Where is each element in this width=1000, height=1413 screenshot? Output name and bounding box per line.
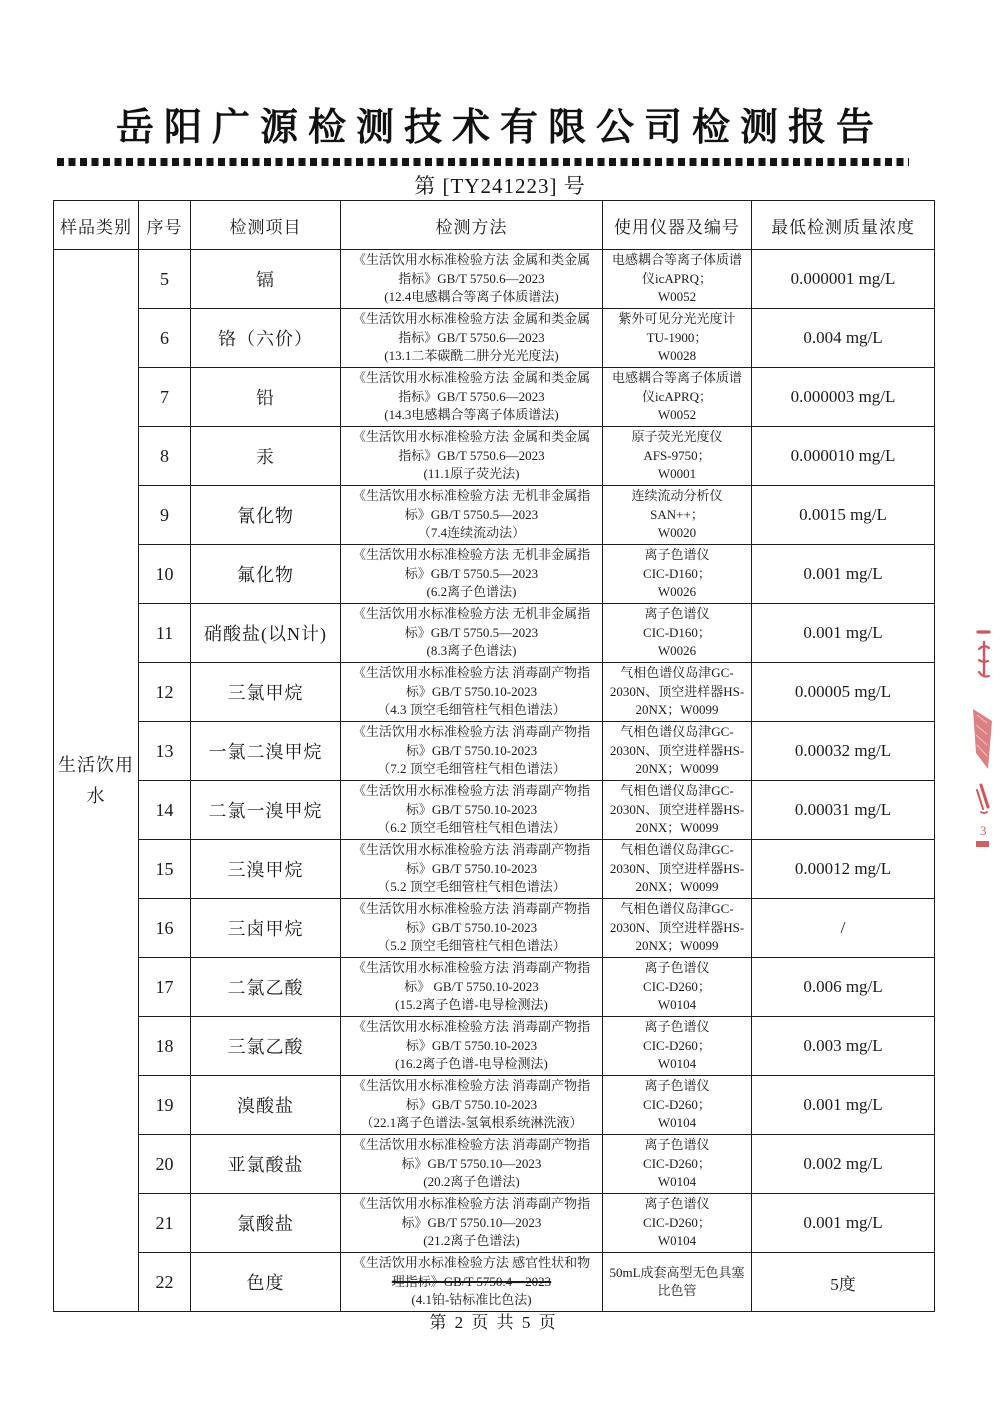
cell-line: 2030N、顶空进样器HS- — [609, 683, 745, 699]
table-row — [54, 722, 935, 781]
cell-line: 标》GB/T 5750.10-2023 — [405, 801, 538, 817]
mdl-cell: 0.000003 mg/L — [752, 368, 935, 427]
cell-line: 指标》GB/T 5750.6—2023 — [398, 270, 545, 286]
test-method-cell — [341, 368, 603, 427]
cell-line: 气相色谱仪岛津GC- — [620, 842, 734, 858]
instrument-cell — [603, 1017, 752, 1076]
cell-line: 指标》GB/T 5750.6—2023 — [398, 388, 545, 404]
instrument-cell — [603, 250, 752, 309]
cell-line: W0026 — [657, 643, 697, 659]
test-item-cell: 氰化物 — [191, 486, 341, 545]
cell-line: TU-1900； — [646, 329, 708, 345]
table-row — [54, 1194, 935, 1253]
cell-line: 仪icAPRQ； — [641, 388, 713, 404]
table-row — [54, 1076, 935, 1135]
test-method-cell — [341, 899, 603, 958]
cell-line: 离子色谱仪 — [644, 1078, 710, 1094]
cell-line: 标》GB/T 5750.10-2023 — [405, 742, 538, 758]
cell-line: CIC-D260； — [643, 1037, 711, 1053]
table-row — [54, 604, 935, 663]
serial-no-cell: 20 — [139, 1135, 191, 1194]
cell-line: 离子色谱仪 — [644, 1196, 710, 1212]
cell-line: 气相色谱仪岛津GC- — [620, 724, 734, 740]
test-item-cell: 三氯乙酸 — [191, 1017, 341, 1076]
test-item-cell: 三溴甲烷 — [191, 840, 341, 899]
table-row — [54, 309, 935, 368]
instrument-cell — [603, 309, 752, 368]
instrument-cell — [603, 781, 752, 840]
cell-line: (6.2离子色谱法) — [426, 584, 517, 600]
cell-line: 《生活饮用水标准检验方法 消毒副产物指 — [352, 1196, 591, 1212]
mdl-cell: 0.001 mg/L — [752, 545, 935, 604]
cell-line: 紫外可见分光光度计 — [618, 311, 736, 327]
mdl-cell: 0.00005 mg/L — [752, 663, 935, 722]
test-method-cell — [341, 1135, 603, 1194]
serial-no-cell: 17 — [139, 958, 191, 1017]
cell-line: (13.1二苯碳酰二肼分光光度法) — [384, 348, 559, 364]
serial-no-cell: 22 — [139, 1253, 191, 1312]
sample-category-cell: 生活饮用水 — [54, 250, 139, 1312]
test-item-cell: 三氯甲烷 — [191, 663, 341, 722]
cell-line: 原子荧光光度仪 — [631, 429, 723, 445]
cell-line: 《生活饮用水标准检验方法 金属和类金属 — [352, 311, 591, 327]
test-method-cell — [341, 840, 603, 899]
cell-line: (4.1铂-钴标准比色法) — [411, 1292, 532, 1308]
table-row — [54, 486, 935, 545]
cell-line: 标》GB/T 5750.5—2023 — [404, 624, 539, 640]
cell-line: CIC-D260； — [643, 978, 711, 994]
cell-line: W0104 — [657, 1233, 697, 1249]
cell-line: （22.1离子色谱法-氢氧根系统淋洗液） — [360, 1115, 583, 1131]
column-header-mdl: 最低检测质量浓度 — [752, 201, 935, 250]
instrument-cell — [603, 899, 752, 958]
cell-line: (11.1原子荧光法) — [423, 466, 520, 482]
test-item-cell: 氯酸盐 — [191, 1194, 341, 1253]
cell-line: 《生活饮用水标准检验方法 无机非金属指 — [352, 488, 591, 504]
cell-line: 《生活饮用水标准检验方法 金属和类金属 — [352, 252, 591, 268]
cell-line: 2030N、顶空进样器HS- — [609, 801, 745, 817]
mdl-cell: 0.001 mg/L — [752, 604, 935, 663]
serial-no-cell: 21 — [139, 1194, 191, 1253]
table-row — [54, 1017, 935, 1076]
cell-line: W0052 — [657, 289, 697, 305]
mdl-cell: 0.003 mg/L — [752, 1017, 935, 1076]
report-number: 第 [TY241223] 号 — [414, 174, 586, 198]
cell-line: 20NX；W0099 — [635, 820, 719, 836]
cell-line: CIC-D160； — [643, 624, 711, 640]
test-method-cell — [341, 604, 603, 663]
test-method-cell — [341, 486, 603, 545]
test-method-cell — [341, 781, 603, 840]
mdl-cell: 0.002 mg/L — [752, 1135, 935, 1194]
test-item-cell: 二氯一溴甲烷 — [191, 781, 341, 840]
mdl-cell: 0.006 mg/L — [752, 958, 935, 1017]
cell-line: 指标》GB/T 5750.6—2023 — [398, 329, 545, 345]
table-row — [54, 427, 935, 486]
cell-line: 标》GB/T 5750.10—2023 — [401, 1155, 542, 1171]
table-row — [54, 250, 935, 309]
cell-line: 标》 GB/T 5750.10-2023 — [404, 978, 539, 994]
cell-line: (15.2离子色谱-电导检测法) — [395, 997, 548, 1013]
mdl-cell: 0.0015 mg/L — [752, 486, 935, 545]
cell-line: 20NX；W0099 — [635, 702, 719, 718]
cell-line: W0026 — [657, 584, 697, 600]
cell-line: 《生活饮用水标准检验方法 无机非金属指 — [352, 547, 591, 563]
mdl-cell: 0.000010 mg/L — [752, 427, 935, 486]
instrument-cell — [603, 604, 752, 663]
instrument-cell — [603, 1194, 752, 1253]
cell-line: 气相色谱仪岛津GC- — [620, 665, 734, 681]
test-method-cell — [341, 1017, 603, 1076]
red-seal-fragment — [948, 622, 998, 857]
cell-line: AFS-9750； — [643, 447, 711, 463]
serial-no-cell: 5 — [139, 250, 191, 309]
instrument-cell — [603, 1135, 752, 1194]
cell-line: 《生活饮用水标准检验方法 消毒副产物指 — [352, 842, 591, 858]
cell-line: （6.2 顶空毛细管柱气相色谱法） — [377, 820, 566, 836]
cell-line: 标》GB/T 5750.10-2023 — [405, 1096, 538, 1112]
table-row — [54, 545, 935, 604]
serial-no-cell: 14 — [139, 781, 191, 840]
mdl-cell: 0.00012 mg/L — [752, 840, 935, 899]
cell-line: W0104 — [657, 1115, 697, 1131]
serial-no-cell: 18 — [139, 1017, 191, 1076]
cell-line: CIC-D160； — [643, 565, 711, 581]
cell-line: 2030N、顶空进样器HS- — [609, 860, 745, 876]
cell-line: (20.2离子色谱法) — [423, 1174, 520, 1190]
cell-line: (21.2离子色谱法) — [423, 1233, 520, 1249]
table-row — [54, 958, 935, 1017]
cell-line: 气相色谱仪岛津GC- — [620, 901, 734, 917]
cell-line: 《生活饮用水标准检验方法 金属和类金属 — [352, 370, 591, 386]
mdl-cell: 0.00032 mg/L — [752, 722, 935, 781]
serial-no-cell: 15 — [139, 840, 191, 899]
test-method-cell — [341, 722, 603, 781]
cell-line: CIC-D260； — [643, 1155, 711, 1171]
cell-line: 标》GB/T 5750.5—2023 — [404, 506, 539, 522]
cell-line: 标》GB/T 5750.10—2023 — [401, 1214, 542, 1230]
cell-line: 《生活饮用水标准检验方法 消毒副产物指 — [352, 1078, 591, 1094]
cell-line: 《生活饮用水标准检验方法 消毒副产物指 — [352, 901, 591, 917]
cell-line: 《生活饮用水标准检验方法 无机非金属指 — [352, 606, 591, 622]
test-item-cell: 一氯二溴甲烷 — [191, 722, 341, 781]
cell-line: W0104 — [657, 997, 697, 1013]
test-method-cell — [341, 663, 603, 722]
svg-text:3: 3 — [980, 823, 987, 838]
test-items-table — [53, 200, 935, 1312]
serial-no-cell: 13 — [139, 722, 191, 781]
test-table-body — [54, 250, 935, 1312]
serial-no-cell: 19 — [139, 1076, 191, 1135]
serial-no-cell: 16 — [139, 899, 191, 958]
page-title: 岳阳广源检测技术有限公司检测报告 — [115, 107, 884, 149]
cell-line: W0104 — [657, 1174, 697, 1190]
instrument-cell — [603, 840, 752, 899]
cell-line: 《生活饮用水标准检验方法 金属和类金属 — [352, 429, 591, 445]
cell-line: 《生活饮用水标准检验方法 消毒副产物指 — [352, 1019, 591, 1035]
cell-line: 《生活饮用水标准检验方法 消毒副产物指 — [352, 724, 591, 740]
test-method-cell — [341, 958, 603, 1017]
cell-line: 标》GB/T 5750.10-2023 — [405, 860, 538, 876]
instrument-cell — [603, 545, 752, 604]
column-header-test-item: 检测项目 — [191, 201, 341, 250]
cell-line: 气相色谱仪岛津GC- — [620, 783, 734, 799]
column-header-test-method: 检测方法 — [341, 201, 603, 250]
instrument-cell — [603, 663, 752, 722]
cell-line: （7.2 顶空毛细管柱气相色谱法） — [377, 761, 566, 777]
cell-line: 标》GB/T 5750.10-2023 — [405, 919, 538, 935]
test-item-cell: 硝酸盐(以N计) — [191, 604, 341, 663]
mdl-cell: 0.00031 mg/L — [752, 781, 935, 840]
cell-line: 20NX；W0099 — [635, 761, 719, 777]
table-row — [54, 663, 935, 722]
serial-no-cell: 6 — [139, 309, 191, 368]
cell-line: （7.4连续流动法） — [417, 525, 526, 541]
table-row — [54, 840, 935, 899]
table-row — [54, 899, 935, 958]
cell-line: 电感耦合等离子体质谱 — [611, 370, 742, 386]
test-method-cell — [341, 1253, 603, 1312]
cell-line: 指标》GB/T 5750.6—2023 — [398, 447, 545, 463]
test-method-cell — [341, 1194, 603, 1253]
cell-line: 仪icAPRQ； — [641, 270, 713, 286]
column-header-sample-category: 样品类别 — [54, 201, 139, 250]
mdl-cell: 0.000001 mg/L — [752, 250, 935, 309]
serial-no-cell: 7 — [139, 368, 191, 427]
test-item-cell: 汞 — [191, 427, 341, 486]
cell-line: 连续流动分析仪 — [631, 488, 723, 504]
test-method-cell — [341, 309, 603, 368]
serial-no-cell: 10 — [139, 545, 191, 604]
column-header-instrument: 使用仪器及编号 — [603, 201, 752, 250]
test-item-cell: 色度 — [191, 1253, 341, 1312]
cell-line: SAN++； — [650, 506, 704, 522]
test-method-cell — [341, 545, 603, 604]
test-method-cell — [341, 427, 603, 486]
cell-line: 《生活饮用水标准检验方法 消毒副产物指 — [352, 665, 591, 681]
cell-line: 标》GB/T 5750.10-2023 — [405, 683, 538, 699]
test-item-cell: 溴酸盐 — [191, 1076, 341, 1135]
cell-line: W0020 — [657, 525, 697, 541]
cell-line: W0104 — [657, 1056, 697, 1072]
cell-line: 50mL成套高型无色具塞 — [609, 1264, 745, 1280]
cell-line: （4.3 顶空毛细管柱气相色谱法） — [377, 702, 566, 718]
test-item-cell: 三卤甲烷 — [191, 899, 341, 958]
cell-line: 标》GB/T 5750.5—2023 — [404, 565, 539, 581]
cell-line: 《生活饮用水标准检验方法 消毒副产物指 — [352, 1137, 591, 1153]
cell-line: W0001 — [657, 466, 697, 482]
instrument-cell — [603, 368, 752, 427]
instrument-cell — [603, 427, 752, 486]
cell-line: W0028 — [657, 348, 697, 364]
mdl-cell: 0.001 mg/L — [752, 1076, 935, 1135]
cell-line: (12.4电感耦合等离子体质谱法) — [384, 289, 559, 305]
instrument-cell — [603, 1253, 752, 1312]
test-method-cell — [341, 250, 603, 309]
mdl-cell: 0.001 mg/L — [752, 1194, 935, 1253]
serial-no-cell: 12 — [139, 663, 191, 722]
page-footer: 第 2 页 共 5 页 — [429, 1313, 558, 1332]
instrument-cell — [603, 486, 752, 545]
cell-line: 《生活饮用水标准检验方法 消毒副产物指 — [352, 960, 591, 976]
cell-line: CIC-D260； — [643, 1096, 711, 1112]
serial-no-cell: 11 — [139, 604, 191, 663]
table-row — [54, 368, 935, 427]
dotted-divider — [57, 158, 909, 166]
cell-line: 《生活饮用水标准检验方法 消毒副产物指 — [352, 783, 591, 799]
test-item-cell: 二氯乙酸 — [191, 958, 341, 1017]
mdl-cell: / — [752, 899, 935, 958]
cell-line: 2030N、顶空进样器HS- — [609, 919, 745, 935]
cell-line: 离子色谱仪 — [644, 606, 710, 622]
cell-line: 20NX；W0099 — [635, 938, 719, 954]
test-item-cell: 氟化物 — [191, 545, 341, 604]
cell-line: 离子色谱仪 — [644, 1137, 710, 1153]
test-item-cell: 铅 — [191, 368, 341, 427]
instrument-cell — [603, 722, 752, 781]
cell-line: 离子色谱仪 — [644, 547, 710, 563]
cell-line: 2030N、顶空进样器HS- — [609, 742, 745, 758]
serial-no-cell: 9 — [139, 486, 191, 545]
cell-line: 电感耦合等离子体质谱 — [611, 252, 742, 268]
instrument-cell — [603, 1076, 752, 1135]
serial-no-cell: 8 — [139, 427, 191, 486]
cell-line: 20NX；W0099 — [635, 879, 719, 895]
cell-line: （5.2 顶空毛细管柱气相色谱法） — [377, 938, 566, 954]
table-row — [54, 781, 935, 840]
table-row — [54, 1135, 935, 1194]
cell-line: 理指标》GB/T 5750.4—2023 — [391, 1273, 552, 1289]
cell-line: (16.2离子色谱-电导检测法) — [395, 1056, 548, 1072]
cell-line: W0052 — [657, 407, 697, 423]
cell-line: 《生活饮用水标准检验方法 感官性状和物 — [352, 1255, 591, 1271]
mdl-cell: 5度 — [752, 1253, 935, 1312]
mdl-cell: 0.004 mg/L — [752, 309, 935, 368]
test-item-cell: 亚氯酸盐 — [191, 1135, 341, 1194]
table-header — [54, 201, 935, 250]
table-row — [54, 1253, 935, 1312]
cell-line: 离子色谱仪 — [644, 1019, 710, 1035]
header-row — [54, 201, 935, 250]
cell-line: (14.3电感耦合等离子体质谱法) — [384, 407, 559, 423]
cell-line: CIC-D260； — [643, 1214, 711, 1230]
cell-line: （5.2 顶空毛细管柱气相色谱法） — [377, 879, 566, 895]
cell-line: 标》GB/T 5750.10-2023 — [405, 1037, 538, 1053]
test-item-cell: 镉 — [191, 250, 341, 309]
test-item-cell: 铬（六价） — [191, 309, 341, 368]
instrument-cell — [603, 958, 752, 1017]
column-header-serial-no: 序号 — [139, 201, 191, 250]
cell-line: (8.3离子色谱法) — [426, 643, 517, 659]
cell-line: 离子色谱仪 — [644, 960, 710, 976]
cell-line: 比色管 — [657, 1283, 697, 1298]
test-method-cell — [341, 1076, 603, 1135]
